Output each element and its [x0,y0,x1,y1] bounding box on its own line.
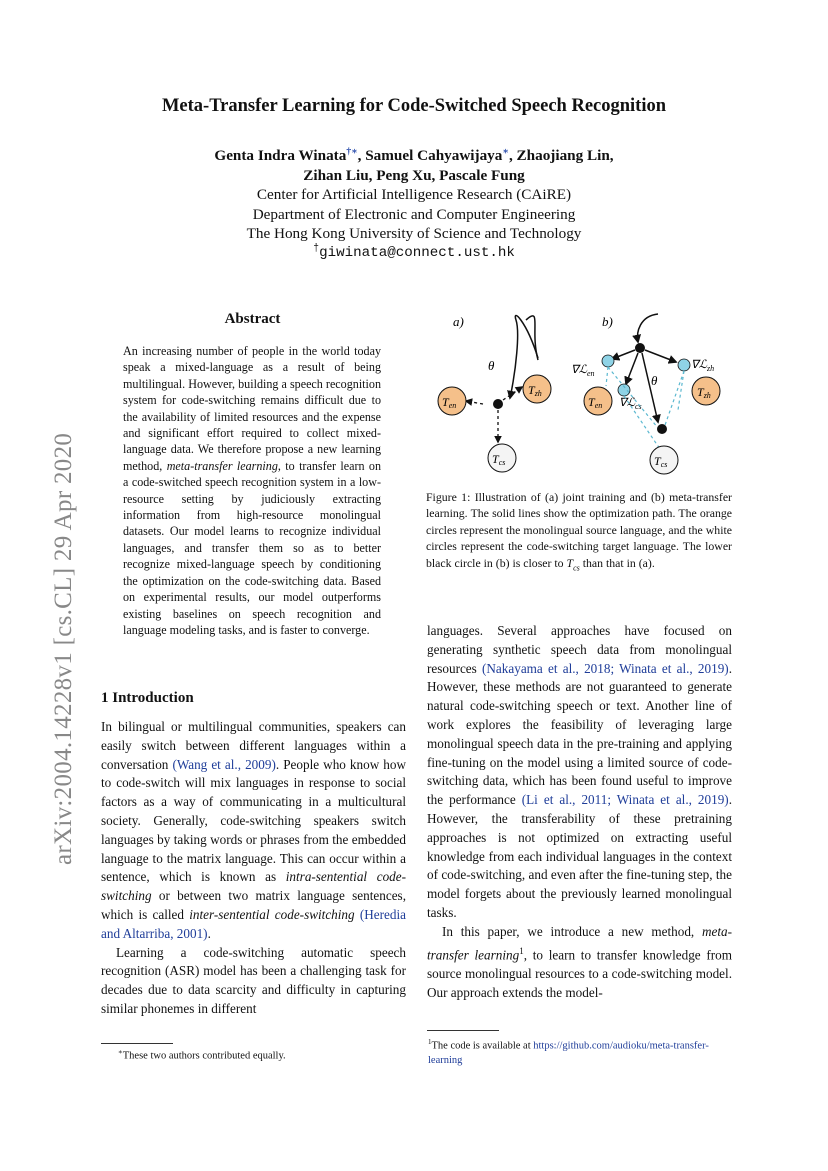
author-winata: Genta Indra Winata [214,147,347,164]
footnote-left: ∗These two authors contributed equally. [118,1048,286,1062]
intro-paragraph-2: Learning a code-switching automatic speech recognition (ASR) model has been a challenging task for decades due to data scarcity and difficulty in capturing similar phonemes in different [101,944,406,1016]
intro-left-column [101,718,406,1019]
abstract-text-b: , to transfer learn on a code-switched speech recognition system in a low-resource setting by judiciously extracting information from high-resource monolingual datasets. Our model learns to recognize individual languages, and transfer them so as to better recognize mixed-language speech by conditioning the optimization on the code-switching data. Based on experimental results, our model outperforms existing baselines on speech recognition and language modeling tasks, and is faster to converge. [123,458,382,637]
term-inter-sentential: inter-sentential code-switching [189,906,355,922]
author-mark-1: †∗ [346,146,358,157]
svg-text:∇ℒcs: ∇ℒ$_{cs}$ [619,397,642,411]
svg-text:∇ℒzh: ∇ℒ$_{zh}$ [691,359,715,373]
footnote-rule-left [101,1043,173,1044]
intro-paragraph-4: In this paper, we introduce a new method, meta-transfer learning$^1$, to learn to transfer knowledge from source monolingual resources to a code-switching model. Our approach extends the model- [427,923,733,1000]
intro-paragraph-1: In bilingual or multilingual communities, speakers can easily switch between different languages within a conversation (Wang et al., 2009). People who know how to code-switch will mix languages in response to social factors as a way of communicating in a multicultural society. Generally, code-switching speakers switch languages by taking words or phrases from the embedded language to the matrix language. This can occur within a sentence, which is known as intra-sentential code-switching or between two matrix language sentences, which is called inter-sentential code-switching (Heredia and Altarriba, 2001). [101,719,407,941]
section-heading-introduction: 1 Introduction [101,690,194,706]
affiliation-2: Department of Electronic and Computer Engineering [252,205,576,223]
panel-b-grad-zh-node [678,359,690,371]
svg-text:Ten: Ten [442,395,457,410]
abstract-body [123,343,381,638]
author-block [0,146,828,263]
svg-text:∇ℒen: ∇ℒ$_{en}$ [571,364,595,378]
arxiv-stamp [10,365,77,865]
term-intra-sentential: intra-sentential code-switching [101,869,406,904]
panel-label-a: a) [453,314,464,329]
abstract-text-a: An increasing number of people in the world today speak a mixed-language as a result of being multilingual. However, building a speech recognition system for code-switching remains difficult due to the availability of limited resources and the expense and significant effort required to collect mixed-language data. We therefore propose a new learning method, [123,344,381,473]
svg-text:Ten: Ten [588,395,603,410]
svg-text:Tcs: Tcs [654,454,668,469]
abstract-heading: Abstract [224,311,281,327]
affiliation-3: The Hong Kong University of Science and Technology [246,225,582,242]
footnote-right: $^1$The code is available at https://github.com/audioku/meta-transfer-learning [428,1038,709,1066]
citation-nakayama-winata[interactable]: (Nakayama et al., 2018; Winata et al., 2019) [482,660,729,676]
figure-1-caption: Figure 1: Illustration of (a) joint training and (b) meta-transfer learning. The solid lines show the optimization path. The orange circles represent the monolingual source language, and the white circles represent the code-switching target language. The lower black circle in (b) is closer to $T_{cs}$ than that in (a). [426,490,732,572]
affiliation-1: Center for Artificial Intelligence Research (CAiRE) [256,186,572,203]
author-mark-2: ∗ [502,146,509,157]
panel-b-incoming-path [638,314,658,342]
panel-b-grad-en-node [602,355,614,367]
panel-b-theta: θ [651,373,658,388]
svg-text:Tzh: Tzh [528,383,542,398]
author-cahyawijaya: , Samuel Cahyawijaya [357,147,503,164]
authors-line-2: Zihan Liu, Peng Xu, Pascale Fung [303,166,525,184]
footnote-ref-1[interactable]: 1 [519,945,524,956]
footnote-rule-right [427,1030,499,1031]
citation-wang-2009[interactable]: (Wang et al., 2009) [172,756,276,772]
author-email[interactable]: giwinata@connect.ust.hk [319,244,515,261]
figure-1 [426,310,746,482]
citation-li-winata[interactable]: (Li et al., 2011; Winata et al., 2019) [521,792,729,808]
abstract-emphasis: meta-transfer learning [166,458,278,473]
panel-b-param-node-bottom [657,424,667,434]
citation-heredia-2001[interactable]: (Heredia and Altarriba, 2001) [101,906,406,941]
panel-label-b: b) [602,314,613,329]
email-mark: † [313,242,320,254]
intro-right-column [427,622,732,1002]
paper-title: Meta-Transfer Learning for Code-Switched Speech Recognition [161,96,667,116]
author-lin: , Zhaojiang Lin, [508,147,614,164]
panel-a-theta: θ [488,358,495,373]
code-link[interactable]: https://github.com/audioku/meta-transfer-learning [428,1040,709,1066]
svg-text:Tzh: Tzh [697,385,711,400]
intro-paragraph-3: languages. Several approaches have focused on generating synthetic speech data from monolingual resources (Nakayama et al., 2018; Winata et al., 2019). However, these methods are not guaranteed to generate natural code-switching speech or text. Another line of work explores the feasibility of leveraging large monolingual speech data in the pre-training and applying fine-tuning on the model using a limited source of code-switching data, which has been found useful to improve the performance (Li et al., 2011; Winata et al., 2019). However, the transferability of these pretraining approaches is not optimized on extracting useful knowledge from each individual languages in the context of code-switching, and even after the fine-tuning step, the model forgets about the previously learned monolingual tasks. [427,623,732,920]
panel-a-param-node [493,399,503,409]
panel-b-param-node-top [635,343,645,353]
arxiv-stamp-text[interactable]: arXiv:2004.14228v1 [cs.CL] 29 Apr 2020 [50,432,77,865]
svg-text:Tcs: Tcs [492,452,506,467]
